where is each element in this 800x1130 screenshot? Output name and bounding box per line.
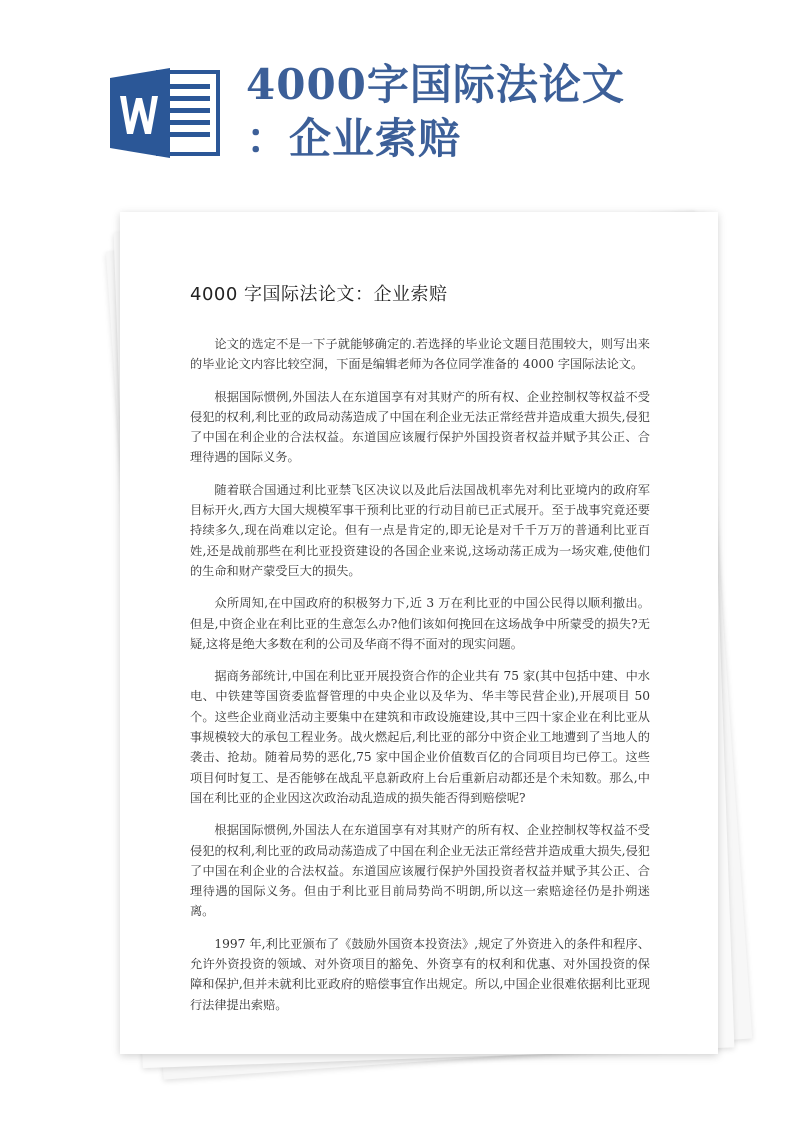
page-header bbox=[0, 0, 800, 200]
header-title-line-2: ：企业索赔 bbox=[246, 114, 462, 163]
paragraph: 论文的选定不是一下子就能够确定的.若选择的毕业论文题目范围较大，则写出来的毕业论文内容比较空洞，下面是编辑老师为各位同学准备的 4000 字国际法论文。 bbox=[190, 337, 650, 372]
paragraph: 根据国际惯例,外国法人在东道国享有对其财产的所有权、企业控制权等权益不受侵犯的权利,利比亚的政局动荡造成了中国在利企业无法正常经营并造成重大损失,侵犯了中国在利企业的合法权益。东道国应该履行保护外国投资者权益并赋予其公正、合理待遇的国际义务。 bbox=[190, 389, 650, 465]
document-title: 4000 字国际法论文：企业索赔 bbox=[190, 284, 448, 305]
paragraph: 据商务部统计,中国在利比亚开展投资合作的企业共有 75 家(其中包括中建、中水电、中铁建等国资委监督管理的中央企业以及华为、华丰等民营企业),开展项目 50 个。这些企业商业活动主要集中在建筑和市政设施建设,其中三四十家企业在利比亚从事规模较大的承包工程业务。战火燃起后,利比亚的部分中资企业工地遭到了当地人的袭击、抢劫。随着局势的恶化,75 家中国企业价值数百亿的合同项目均已停工。这些项目何时复工、是否能够在战乱平息新政府上台后重新启动都还是个未知数。那么,中国在利比亚的企业因这次政治动乱造成的损失能否得到赔偿呢? bbox=[190, 669, 650, 805]
word-document-icon bbox=[106, 66, 224, 160]
paragraph: 根据国际惯例,外国法人在东道国享有对其财产的所有权、企业控制权等权益不受侵犯的权利,利比亚的政局动荡造成了中国在利企业无法正常经营并造成重大损失,侵犯了中国在利企业的合法权益。东道国应该履行保护外国投资者权益并赋予其公正、合理待遇的国际义务。但由于利比亚目前局势尚不明朗,所以这一索赔途径仍是扑朔迷离。 bbox=[190, 823, 650, 919]
document-body bbox=[190, 280, 650, 1027]
header-title bbox=[246, 58, 686, 166]
paragraph: 1997 年,利比亚颁布了《鼓励外国资本投资法》,规定了外资进入的条件和程序、允许外资投资的领域、对外资项目的豁免、外资享有的权利和优惠、对外国投资的保障和保护,但并未就利比亚政府的赔偿事宜作出规定。所以,中国企业很难依据利比亚现行法律提出索赔。 bbox=[190, 936, 650, 1012]
paragraph: 众所周知,在中国政府的积极努力下,近 3 万在利比亚的中国公民得以顺利撤出。但是,中资企业在利比亚的生意怎么办?他们该如何挽回在这场战争中所蒙受的损失?无疑,这将是绝大多数在利的公司及华商不得不面对的现实问题。 bbox=[190, 596, 650, 651]
paragraph: 随着联合国通过利比亚禁飞区决议以及此后法国战机率先对利比亚境内的政府军目标开火,西方大国大规模军事干预利比亚的行动目前已正式展开。至于战事究竟还要持续多久,现在尚难以定论。但有一点是肯定的,即无论是对千千万万的普通利比亚百姓,还是战前那些在利比亚投资建设的各国企业来说,这场动荡正成为一场灾难,使他们的生命和财产蒙受巨大的损失。 bbox=[190, 482, 650, 578]
header-title-line-1: 4000字国际法论文 bbox=[246, 60, 625, 109]
